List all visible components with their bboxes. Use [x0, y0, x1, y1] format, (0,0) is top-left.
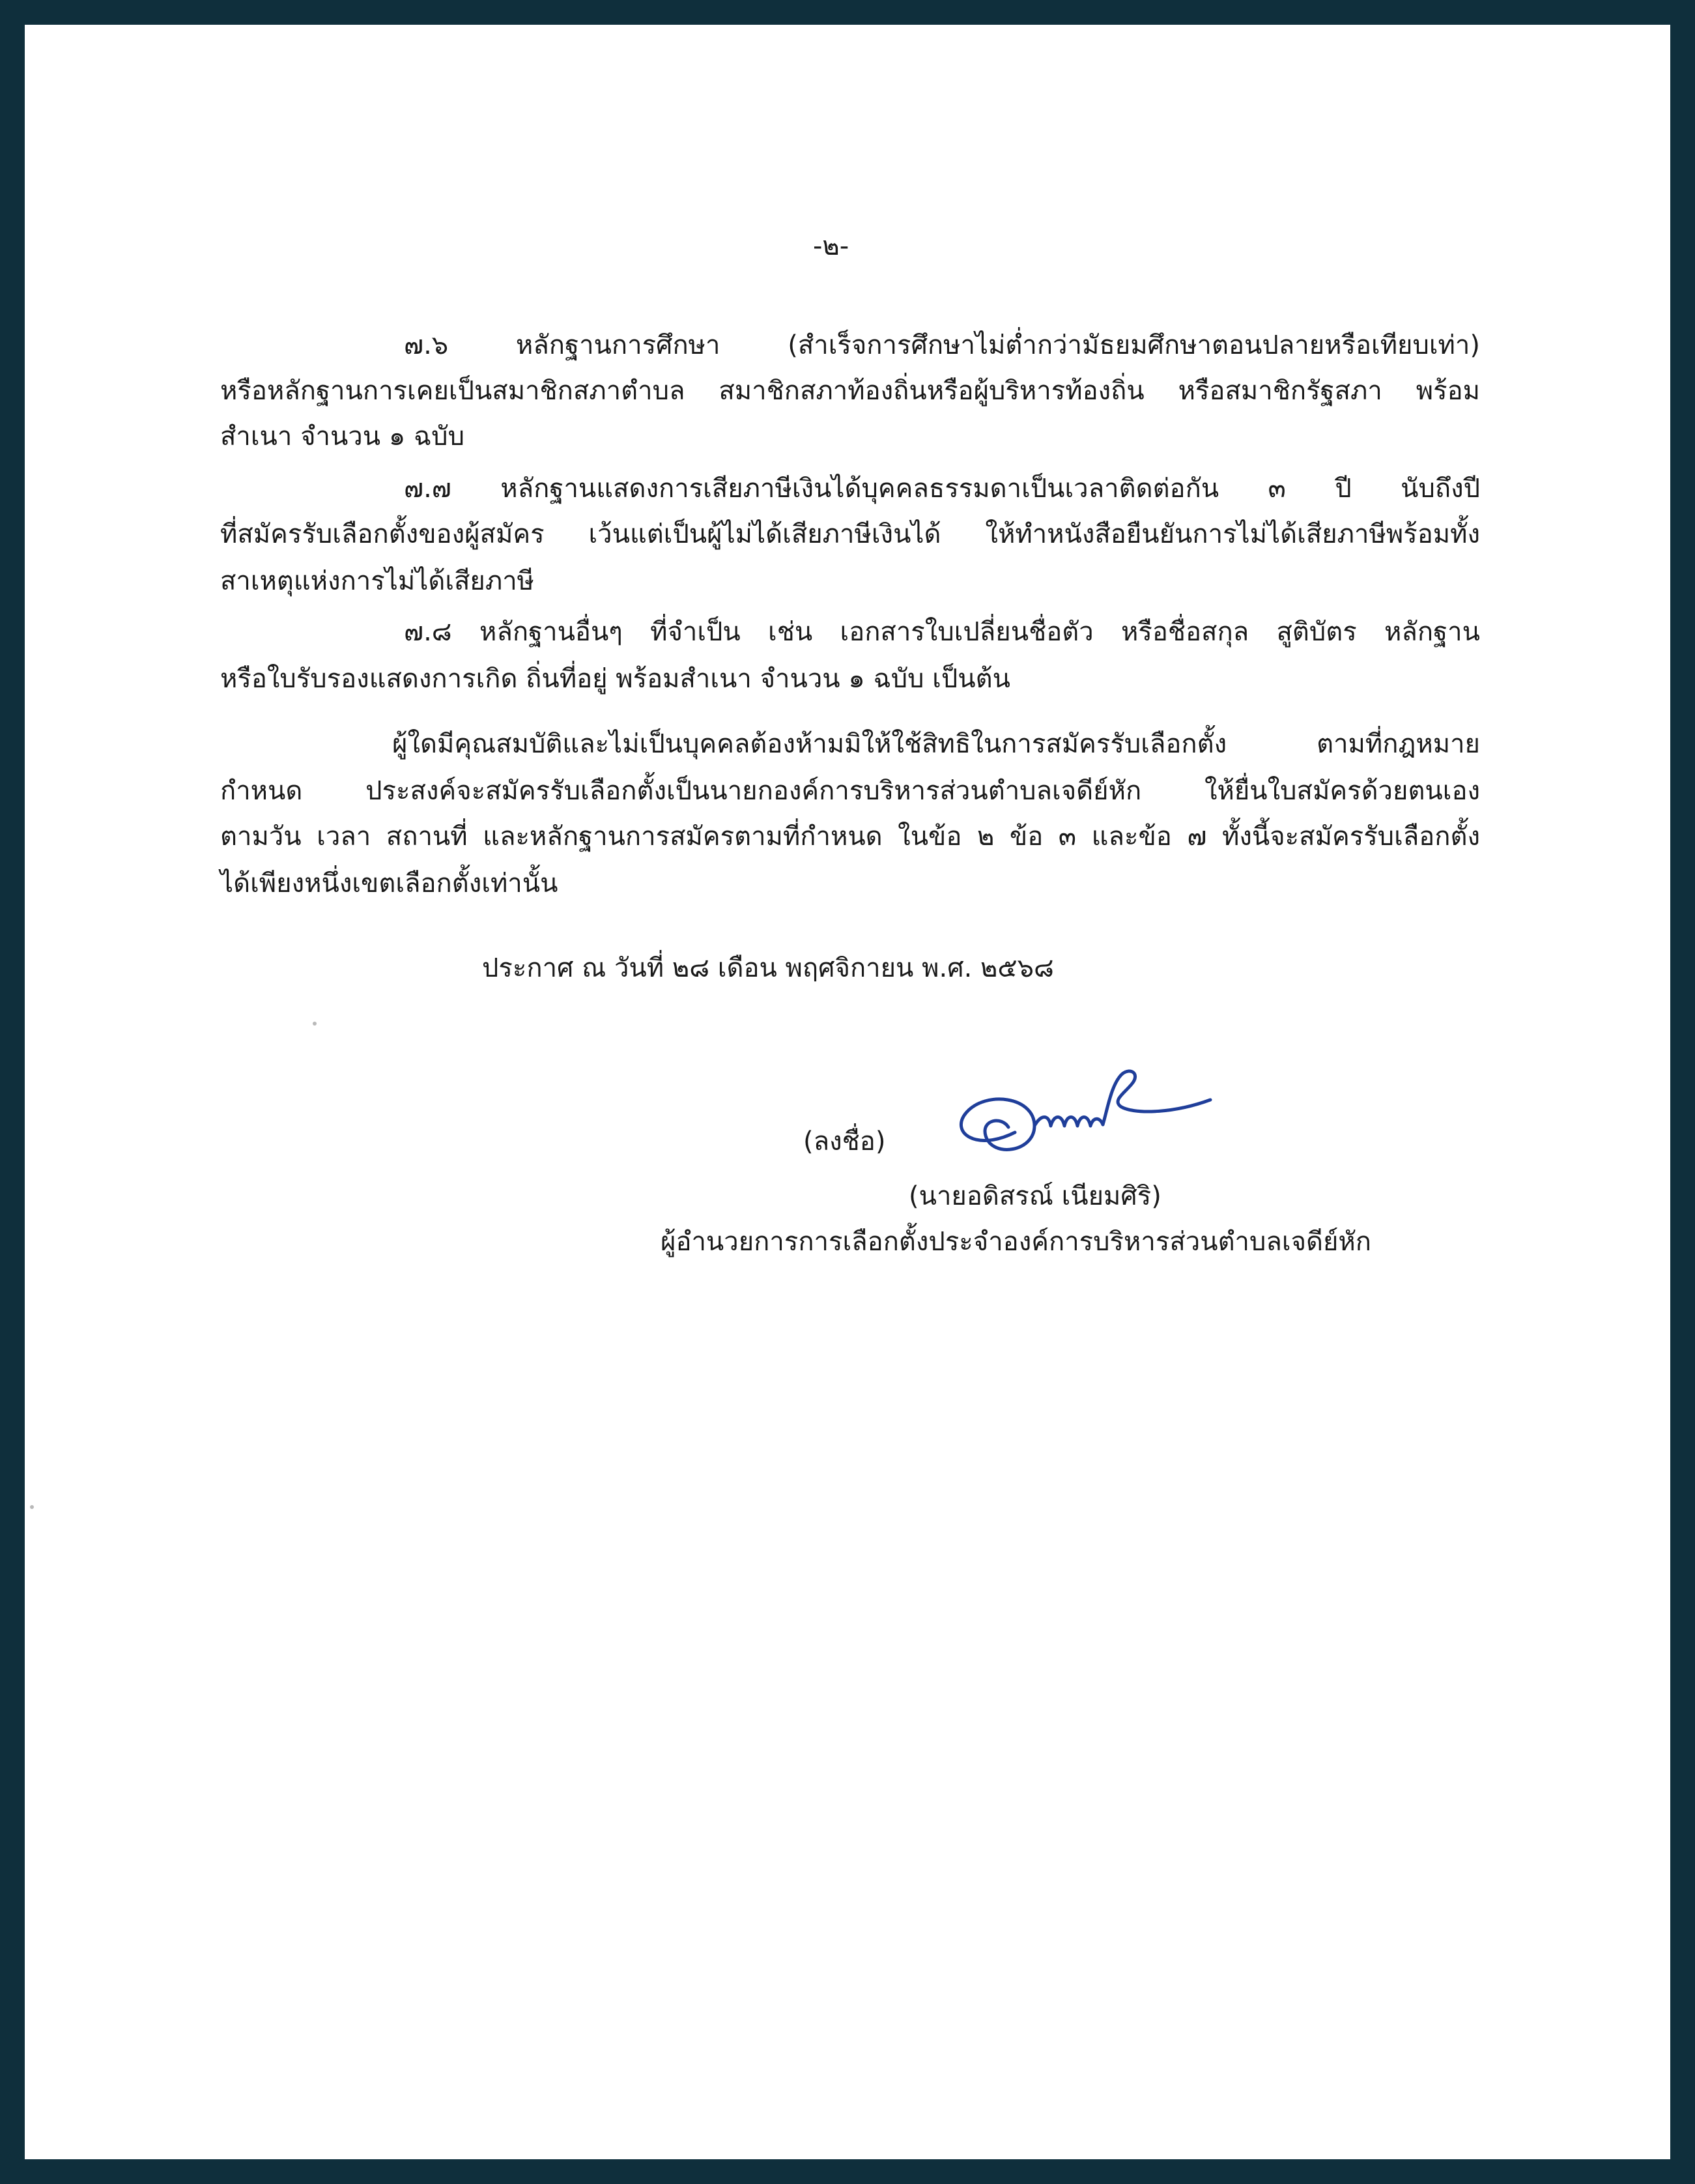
item-7-6-line-3: สำเนา จำนวน ๑ ฉบับ	[220, 422, 464, 452]
signer-position: ผู้อำนวยการการเลือกตั้งประจำองค์การบริหารส่วนตำบลเจดีย์หัก	[661, 1227, 1372, 1257]
closing-paragraph-line-1: ผู้ใดมีคุณสมบัติและไม่เป็นบุคคลต้องห้ามมิให้ใช้สิทธิในการสมัครรับเลือกตั้ง ตามที่กฎหมาย	[392, 729, 1480, 759]
signature-label: (ลงชื่อ)	[803, 1127, 886, 1157]
signer-name: (นายอดิสรณ์ เนียมศิริ)	[909, 1181, 1161, 1211]
item-7-6-line-2: หรือหลักฐานการเคยเป็นสมาชิกสภาตำบล สมาชิกสภาท้องถิ่นหรือผู้บริหารท้องถิ่น หรือสมาชิกรัฐสภา พร้อม	[220, 376, 1480, 406]
handwritten-signature	[937, 1054, 1236, 1185]
item-7-6-line-1: ๗.๖ หลักฐานการศึกษา (สำเร็จการศึกษาไม่ต่ำกว่ามัธยมศึกษาตอนปลายหรือเทียบเท่า)	[404, 330, 1480, 360]
scan-speck	[30, 1505, 34, 1509]
item-7-7-line-2: ที่สมัครรับเลือกตั้งของผู้สมัคร เว้นแต่เป็นผู้ไม่ได้เสียภาษีเงินได้ ให้ทำหนังสือยืนยันการไม่ได้เสียภาษีพร้อมทั้ง	[220, 519, 1480, 549]
closing-paragraph-line-2: กำหนด ประสงค์จะสมัครรับเลือกตั้งเป็นนายกองค์การบริหารส่วนตำบลเจดีย์หัก ให้ยื่นใบสมัครด้วยตนเอง	[220, 776, 1480, 806]
closing-paragraph-line-3: ตามวัน เวลา สถานที่ และหลักฐานการสมัครตามที่กำหนด ในข้อ ๒ ข้อ ๓ และข้อ ๗ ทั้งนี้จะสมัครรับเลือกตั้ง	[220, 822, 1480, 852]
item-7-8-line-2: หรือใบรับรองแสดงการเกิด ถิ่นที่อยู่ พร้อมสำเนา จำนวน ๑ ฉบับ เป็นต้น	[220, 664, 1010, 694]
page-number: -๒-	[813, 231, 849, 261]
scan-speck	[313, 1022, 317, 1026]
item-7-8-line-1: ๗.๘ หลักฐานอื่นๆ ที่จำเป็น เช่น เอกสารใบเปลี่ยนชื่อตัว หรือชื่อสกุล สูติบัตร หลักฐาน	[404, 617, 1480, 647]
closing-paragraph-line-4: ได้เพียงหนึ่งเขตเลือกตั้งเท่านั้น	[220, 869, 558, 898]
announcement-date: ประกาศ ณ วันที่ ๒๘ เดือน พฤศจิกายน พ.ศ. ๒๕๖๘	[482, 953, 1054, 983]
item-7-7-line-3: สาเหตุแห่งการไม่ได้เสียภาษี	[220, 566, 535, 596]
document-page	[25, 25, 1670, 2159]
item-7-7-line-1: ๗.๗ หลักฐานแสดงการเสียภาษีเงินได้บุคคลธรรมดาเป็นเวลาติดต่อกัน ๓ ปี นับถึงปี	[404, 474, 1480, 504]
